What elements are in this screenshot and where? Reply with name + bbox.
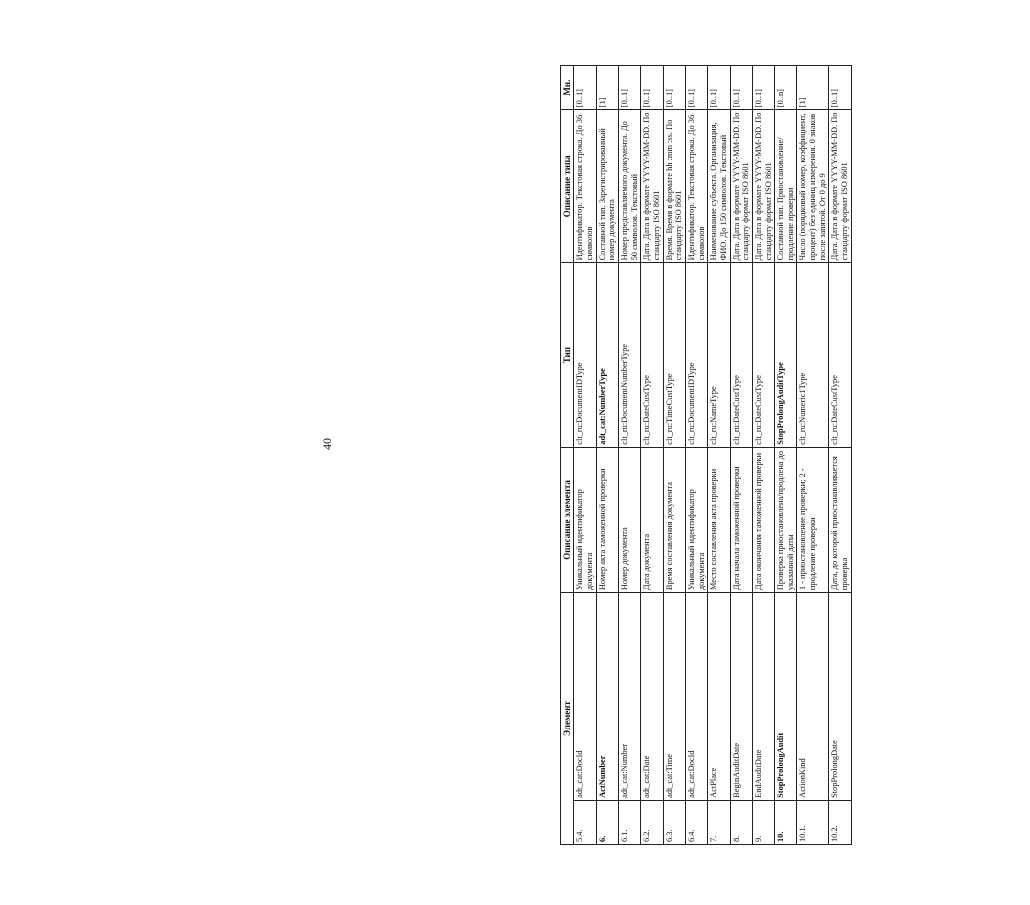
row-type-description: Дата. Дата в формате YYYY-MM-DD. По стандарту формат ISO 8601: [829, 110, 851, 263]
row-type-description: Дата. Дата в формате YYYY-MM-DD. По стандарту формат ISO 8601: [752, 110, 774, 263]
row-element-description: Дата, до которой приостанавливается проверка: [829, 447, 851, 592]
row-number: 10.2.: [829, 800, 851, 844]
row-element: adt_cat:DocId: [685, 593, 707, 801]
row-number: 10.1.: [797, 800, 829, 844]
row-element-description: Дата документа: [641, 447, 663, 592]
row-element-description: Проверка приостановлена/продлена до указанной даты: [775, 447, 797, 592]
row-number: 6.3.: [663, 800, 685, 844]
table-row: [797, 66, 829, 845]
row-number: 5.4.: [574, 800, 596, 844]
table-row: [618, 66, 640, 845]
row-cardinality: [1]: [596, 66, 618, 110]
page-number: 40: [320, 438, 334, 450]
row-number: 7.: [708, 800, 730, 844]
row-cardinality: [0..1]: [752, 66, 774, 110]
row-element-description: Номер документа: [618, 447, 640, 592]
row-cardinality: [0..1]: [663, 66, 685, 110]
row-number: 6.4.: [685, 800, 707, 844]
header-cardinality: Мн.: [561, 66, 574, 110]
row-type-description: Дата. Дата в формате YYYY-MM-DD. По стандарту формат ISO 8601: [730, 110, 752, 263]
table-row: [574, 66, 596, 845]
row-cardinality: [0..1]: [574, 66, 596, 110]
row-element-description: Время составления документа: [663, 447, 685, 592]
header-element: Элемент: [561, 593, 574, 845]
row-element: adt_cat:Number: [618, 593, 640, 801]
header-element-description: Описание элемента: [561, 447, 574, 592]
table-row: [663, 66, 685, 845]
row-element: adt_cat:DocId: [574, 593, 596, 801]
row-type-description: Составной тип. Приостановление/продление проверки: [775, 110, 797, 263]
table-row: [596, 66, 618, 845]
row-element-description: Уникальный идентификатор документа: [685, 447, 707, 592]
table-row: [829, 66, 851, 845]
row-element-description: Место составления акта проверки: [708, 447, 730, 592]
rotated-table-container: [560, 65, 1030, 845]
row-type: clt_ru:DateCustType: [829, 263, 851, 447]
row-element-description: Дата окончания таможенной проверки: [752, 447, 774, 592]
table-row: [641, 66, 663, 845]
row-element: ActNumber: [596, 593, 618, 801]
row-type-description: Дата. Дата в формате YYYY-MM-DD. По стандарту ISO 8601: [641, 110, 663, 263]
row-type-description: Идентификатор. Текстовая строка. До 36 символов: [574, 110, 596, 263]
row-number: 6.1.: [618, 800, 640, 844]
row-type-description: Составной тип. Зарегистрированный номер документа: [596, 110, 618, 263]
row-cardinality: [0..1]: [730, 66, 752, 110]
row-type-description: Время. Время в формате hh :mm :ss. По стандарту ISO 8601: [663, 110, 685, 263]
row-type-description: Число (порядковый номер, коэффициент, процент) без единиц измерения. 0 знаков после запятой. От 0 до 9: [797, 110, 829, 263]
row-type: clt_ru:TimeCustType: [663, 263, 685, 447]
row-type: adt_cat:NumberType: [596, 263, 618, 447]
row-cardinality: [1]: [797, 66, 829, 110]
row-cardinality: [0..1]: [708, 66, 730, 110]
table-row: [685, 66, 707, 845]
row-type-description: Идентификатор. Текстовая строка. До 36 символов: [685, 110, 707, 263]
row-type: clt_ru:DocumentNumberType: [618, 263, 640, 447]
row-type: clt_ru:DateCustType: [752, 263, 774, 447]
row-type: StopProlongAuditType: [775, 263, 797, 447]
row-type-description: Наименование субъекта. Организация, ФИО. До 150 символов. Текстовый: [708, 110, 730, 263]
table-row: [775, 66, 797, 845]
row-number: 6.: [596, 800, 618, 844]
schema-table: [560, 65, 852, 845]
row-number: 8.: [730, 800, 752, 844]
row-type: clt_ru:DateCustType: [730, 263, 752, 447]
row-cardinality: [0..n]: [775, 66, 797, 110]
row-element: BeginAuditDate: [730, 593, 752, 801]
row-element: adt_cat:Date: [641, 593, 663, 801]
table-row: [752, 66, 774, 845]
row-element: ActionKind: [797, 593, 829, 801]
row-type: clt_ru:NameType: [708, 263, 730, 447]
row-element: StopProlongAudit: [775, 593, 797, 801]
row-cardinality: [0..1]: [685, 66, 707, 110]
row-cardinality: [0..1]: [618, 66, 640, 110]
row-type: clt_ru:DocumentIDType: [574, 263, 596, 447]
row-cardinality: [0..1]: [829, 66, 851, 110]
row-number: 6.2.: [641, 800, 663, 844]
row-element-description: Номер акта таможенной проверки: [596, 447, 618, 592]
row-element-description: 1 - приостановление проверки; 2 - продление проверки: [797, 447, 829, 592]
row-element: ActPlace: [708, 593, 730, 801]
row-type: clt_ru:DateCustType: [641, 263, 663, 447]
row-number: 9.: [752, 800, 774, 844]
row-type: clt_ru:Numeric1Type: [797, 263, 829, 447]
row-element: adt_cat:Time: [663, 593, 685, 801]
row-number: 10.: [775, 800, 797, 844]
table-row: [708, 66, 730, 845]
row-element: StopProlongDate: [829, 593, 851, 801]
header-type: Тип: [561, 263, 574, 447]
row-element-description: Дата начала таможенной проверки: [730, 447, 752, 592]
header-row: [561, 66, 574, 845]
table-row: [730, 66, 752, 845]
row-type-description: Номер представляемого документа. До 50 символов. Текстовый: [618, 110, 640, 263]
row-type: clt_ru:DocumentIDType: [685, 263, 707, 447]
row-element-description: Уникальный идентификатор документа: [574, 447, 596, 592]
row-cardinality: [0..1]: [641, 66, 663, 110]
row-element: EndAuditDate: [752, 593, 774, 801]
header-type-description: Описание типа: [561, 110, 574, 263]
